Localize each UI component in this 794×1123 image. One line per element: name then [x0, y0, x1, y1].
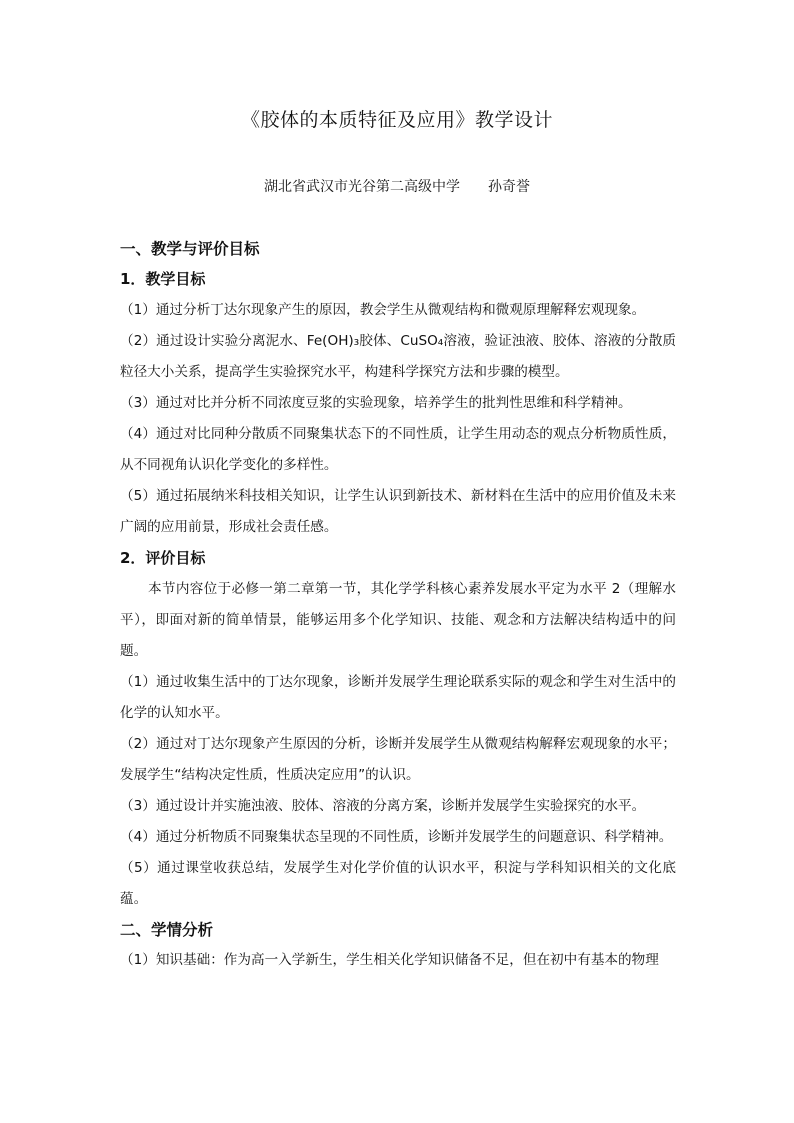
author-school: 湖北省武汉市光谷第二高级中学 [264, 179, 460, 195]
document-body [120, 234, 676, 976]
teaching-goal-item: （3）通过对比并分析不同浓度豆浆的实验现象，培养学生的批判性思维和科学精神。 [120, 395, 632, 411]
evaluation-goal-item: （4）通过分析物质不同聚集状态呈现的不同性质，诊断并发展学生的问题意识、科学精神。 [120, 829, 673, 845]
author-name: 孙奇誉 [488, 179, 530, 195]
teaching-goal-item: （4）通过对比同种分散质不同聚集状态下的不同性质，让学生用动态的观点分析物质性质，从不同视角认识化学变化的多样性。 [120, 426, 676, 473]
evaluation-goal-item: （1）通过收集生活中的丁达尔现象，诊断并发展学生理论联系实际的观念和学生对生活中的化学的认知水平。 [120, 674, 676, 721]
student-analysis-item: （1）知识基础：作为高一入学新生，学生相关化学知识储备不足，但在初中有基本的物理 [120, 952, 659, 968]
subsection-heading-teaching-goals: 1．教学目标 [120, 270, 206, 288]
section-heading-student-analysis: 二、学情分析 [120, 921, 214, 939]
subsection-heading-evaluation-goals: 2．评价目标 [120, 549, 206, 567]
evaluation-goal-item: （3）通过设计并实施浊液、胶体、溶液的分离方案，诊断并发展学生实验探究的水平。 [120, 798, 646, 814]
teaching-goal-item: （2）通过设计实验分离泥水、Fe(OH)₃胶体、CuSO₄溶液，验证浊液、胶体、溶液的分散质粒径大小关系，提高学生实验探究水平，构建科学探究方法和步骤的模型。 [120, 333, 676, 380]
document-title: 《胶体的本质特征及应用》教学设计 [240, 109, 553, 131]
section-heading-objectives: 一、教学与评价目标 [120, 240, 260, 258]
evaluation-intro-paragraph: 本节内容位于必修一第二章第一节，其化学学科核心素养发展水平定为水平 2（理解水平），即面对新的简单情景，能够运用多个化学知识、技能、观念和方法解决结构适中的问题。 [120, 581, 676, 659]
evaluation-goal-item: （5）通过课堂收获总结，发展学生对化学价值的认识水平，积淀与学科知识相关的文化底蕴。 [120, 860, 676, 907]
teaching-goal-item: （5）通过拓展纳米科技相关知识，让学生认识到新技术、新材料在生活中的应用价值及未来广阔的应用前景，形成社会责任感。 [120, 488, 676, 535]
author-line [0, 176, 794, 196]
evaluation-goal-item: （2）通过对丁达尔现象产生原因的分析，诊断并发展学生从微观结构解释宏观现象的水平；发展学生“结构决定性质，性质决定应用”的认识。 [120, 736, 676, 783]
teaching-goal-item: （1）通过分析丁达尔现象产生的原因，教会学生从微观结构和微观原理解释宏观现象。 [120, 302, 646, 318]
